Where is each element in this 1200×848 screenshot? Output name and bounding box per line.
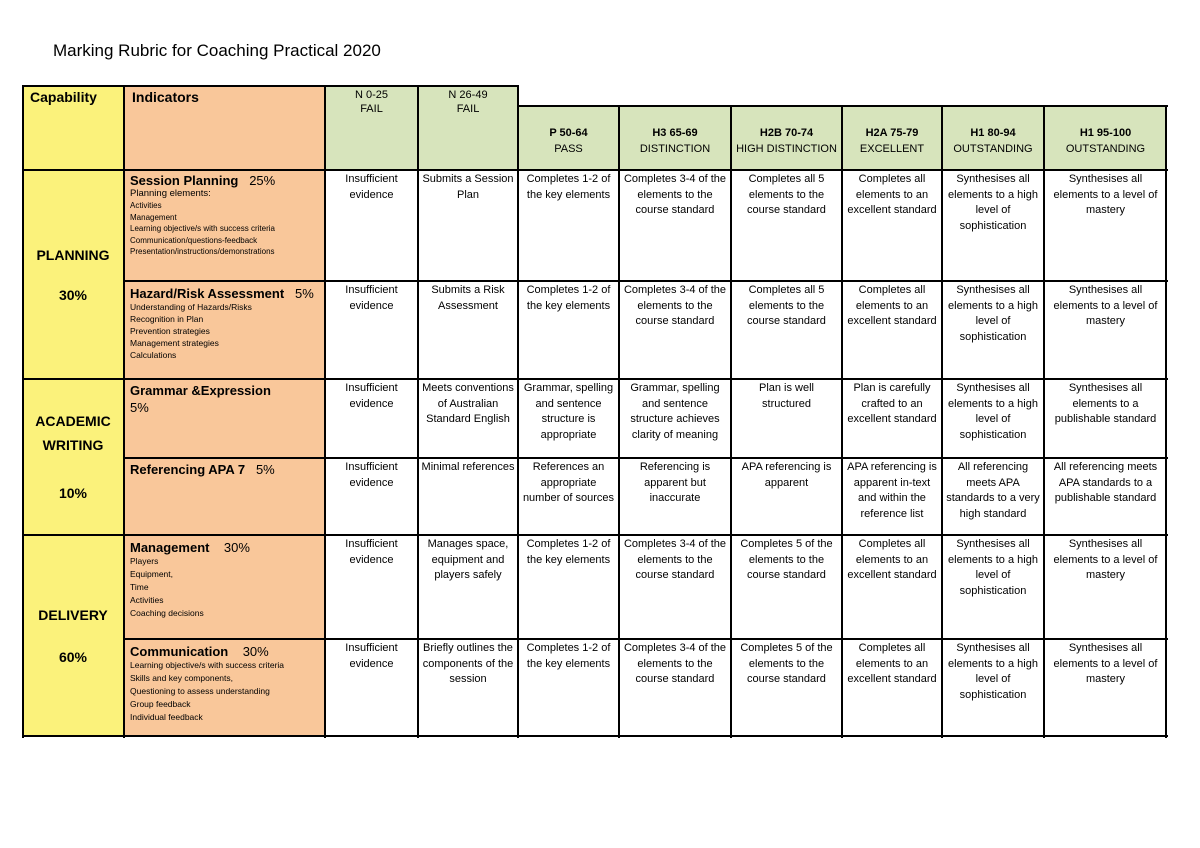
descriptor-cell: Synthesises all elements to a level of mastery [1053,538,1158,581]
descriptor-cell: Completes 1-2 of the key elements [526,538,611,566]
indicator-item: Recognition in Plan [130,314,204,324]
descriptor-cell: Completes 3-4 of the elements to the course standard [623,173,727,216]
grid-line [941,106,943,738]
rubric-table [22,85,1167,737]
grid-line [618,106,620,738]
indicator-item: Activities [130,201,162,210]
indicator-item: Activities [130,595,164,605]
descriptor-cell: Completes all elements to an excellent standard [847,284,937,327]
band-grade: N 26-49 [448,89,488,101]
indicator-grammar [124,379,325,458]
grid-line [518,105,1168,107]
grid-line [730,106,732,738]
descriptor-cell: Minimal references [421,461,515,473]
descriptor-cell: Plan is carefully crafted to an excellent standard [847,382,937,425]
capability-planning [22,170,124,379]
indicator-items [130,301,319,361]
indicator-item: Coaching decisions [130,608,204,618]
indicator-item: Players [130,556,159,566]
capability-delivery [22,535,124,737]
descriptor-cell: Completes 3-4 of the elements to the course standard [623,284,727,327]
indicator-weight: 30% [223,540,250,555]
indicator-item: Presentation/instructions/demonstrations [130,247,275,256]
indicator-item: Learning objective/s with success criteria [130,660,285,670]
indicator-item: Skills and key components, [130,673,233,683]
band-header-h2a [842,106,942,170]
band-header-p [518,106,619,170]
grid-line [22,378,1168,380]
descriptor-cell: Completes 5 of the elements to the course standard [740,642,833,685]
descriptor-cell: Plan is well structured [758,382,815,410]
descriptor-cell: Synthesises all elements to a high level of sophistication [948,382,1038,441]
capability-name: ACADEMIC WRITING [35,413,111,453]
descriptor-cell: Grammar, spelling and sentence structure is appropriate [523,382,614,441]
grid-line [1165,106,1167,738]
descriptor-cell: Completes 1-2 of the key elements [526,284,611,312]
descriptor-cell: References an appropriate number of sources [522,461,615,504]
descriptor-cell: All referencing meets APA standards to a publishable standard [1053,461,1158,504]
descriptor-cell: Completes all 5 elements to the course standard [747,173,826,216]
descriptor-cell: Insufficient evidence [345,461,398,489]
descriptor-cell: Submits a Risk Assessment [431,284,505,312]
band-header-h1-80 [942,106,1044,170]
grid-line [123,85,125,738]
band-header-n0 [325,85,418,170]
indicators-header: Indicators [124,85,325,170]
indicator-weight: 25% [249,173,276,188]
indicator-weight: 5% [255,462,275,477]
indicator-hazard-risk [124,281,325,379]
capability-weight: 10% [58,485,88,501]
band-grade: H3 65-69 [652,127,698,139]
indicator-title: Referencing APA 7 [130,462,246,477]
band-header-h2b [731,106,842,170]
descriptor-cell: Completes all elements to an excellent standard [847,538,937,581]
descriptor-cell: Completes 3-4 of the elements to the course standard [623,642,727,685]
descriptor-cell: Meets conventions of Australian Standard English [422,382,514,425]
capability-header: Capability [22,85,124,170]
descriptor-cell: Completes 3-4 of the elements to the course standard [623,538,727,581]
capability-name: DELIVERY [38,607,108,623]
descriptor-cell: Synthesises all elements to a high level of sophistication [948,538,1038,597]
indicator-item: Communication/questions-feedback [130,235,258,245]
indicator-weight: 5% [295,286,314,301]
indicator-items [130,659,319,724]
descriptor-cell: APA referencing is apparent [741,461,832,489]
band-label: HIGH DISTINCTION [736,143,837,155]
descriptor-cell: Insufficient evidence [345,284,398,312]
descriptor-cell: Completes 1-2 of the key elements [526,642,611,670]
indicator-item: Questioning to assess understanding [130,686,270,696]
band-label: PASS [554,143,583,155]
indicator-title: Hazard/Risk Assessment [130,286,285,301]
grid-line [22,534,1168,536]
band-label: FAIL [360,103,383,115]
descriptor-cell: Completes 1-2 of the key elements [526,173,611,201]
capability-weight: 30% [58,286,88,303]
descriptor-cell: Synthesises all elements to a level of mastery [1053,642,1158,685]
indicator-weight: 30% [242,644,269,659]
band-label: OUTSTANDING [1065,143,1146,155]
band-header-n26 [418,85,518,170]
descriptor-cell: Synthesises all elements to a publishable standard [1054,382,1157,425]
indicator-management [124,535,325,639]
indicator-title: Communication [130,644,229,659]
indicator-item: Management strategies [130,338,219,348]
indicator-item: Learning objective/s with success criteria [130,224,275,233]
indicator-item: Management [130,212,177,222]
band-label: OUTSTANDING [953,143,1033,155]
grid-line [22,85,24,738]
grid-line [841,106,843,738]
descriptor-cell: Synthesises all elements to a level of mastery [1053,284,1158,327]
indicator-items [130,188,319,258]
grid-line [22,735,1168,737]
grid-line [324,85,326,738]
descriptor-cell: Manages space, equipment and players safely [427,538,509,581]
indicator-item: Time [130,582,149,592]
grid-line [517,85,519,738]
descriptor-cell: APA referencing is apparent in-text and within the reference list [847,461,937,520]
indicator-item: Group feedback [130,699,191,709]
descriptor-cell: Completes all elements to an excellent standard [847,173,937,216]
descriptor-cell: Synthesises all elements to a level of mastery [1053,173,1158,216]
indicator-item: Individual feedback [130,712,203,722]
indicator-referencing [124,458,325,535]
descriptor-cell: Completes 5 of the elements to the course standard [740,538,833,581]
descriptor-cell: Referencing is apparent but inaccurate [639,461,711,504]
grid-line [1043,106,1045,738]
descriptor-cell: Submits a Session Plan [422,173,514,201]
band-grade: P 50-64 [549,127,588,139]
grid-line [22,169,1168,171]
indicator-title: Management [130,540,210,555]
descriptor-cell: Briefly outlines the components of the session [422,642,514,685]
band-grade: H2B 70-74 [759,127,814,139]
descriptor-cell: Insufficient evidence [345,173,398,201]
descriptor-cell: Synthesises all elements to a high level of sophistication [948,284,1038,343]
descriptor-cell: Insufficient evidence [345,382,398,410]
indicator-session-planning [124,170,325,281]
band-header-h3 [619,106,731,170]
capability-name: PLANNING [36,246,110,263]
capability-weight: 60% [58,649,88,665]
indicator-item: Calculations [130,350,177,360]
band-grade: H2A 75-79 [865,127,919,139]
indicator-title: Session Planning [130,173,239,188]
descriptor-cell: Completes all 5 elements to the course standard [747,284,826,327]
indicator-item: Understanding of Hazards/Risks [130,302,252,312]
grid-line [124,457,1168,459]
descriptor-cell: Synthesises all elements to a high level of sophistication [948,642,1038,701]
band-header-h1-95 [1044,106,1167,170]
band-label: FAIL [456,103,480,115]
band-grade: H1 80-94 [970,127,1016,139]
capability-academic-writing [22,379,124,535]
grid-line [124,280,1168,282]
descriptor-cell: All referencing meets APA standards to a very high standard [946,461,1040,520]
page-title: Marking Rubric for Coaching Practical 2020 [53,41,381,60]
descriptor-cell: Completes all elements to an excellent standard [847,642,937,685]
grid-line [417,85,419,738]
descriptor-cell: Synthesises all elements to a high level of sophistication [948,173,1038,232]
descriptor-cell: Grammar, spelling and sentence structure achieves clarity of meaning [630,382,720,441]
indicator-items [130,555,319,620]
indicator-item: Equipment, [130,569,173,579]
band-grade: H1 95-100 [1079,127,1132,139]
indicator-communication [124,639,325,737]
indicator-weight: 5% [130,400,149,415]
band-label: EXCELLENT [859,143,925,155]
grid-line [22,85,519,87]
indicator-item: Planning elements: [130,188,211,199]
indicator-title: Grammar &Expression [130,383,271,398]
descriptor-cell: Insufficient evidence [345,642,398,670]
grid-line [124,638,1168,640]
descriptor-cell: Insufficient evidence [345,538,398,566]
indicator-item: Prevention strategies [130,326,210,336]
band-label: DISTINCTION [639,143,711,155]
band-grade: N 0-25 [354,89,389,101]
